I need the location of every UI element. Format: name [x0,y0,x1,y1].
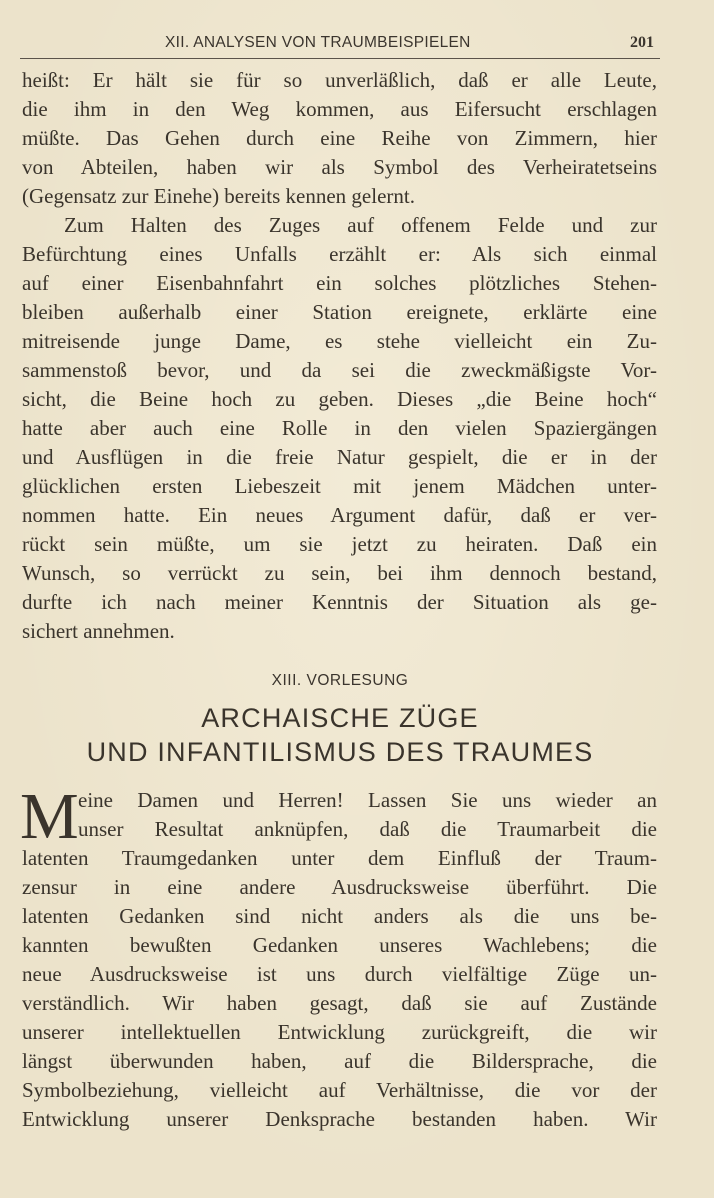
chapter-label: XIII. VORLESUNG [271,672,409,689]
text-line: latenten Traumgedanken unter dem Einfluß der Traum- [22,846,657,870]
page-number: 201 [630,34,654,51]
text-line: eine Damen und Herren! Lassen Sie uns wieder an [78,788,657,812]
text-line: Zum Halten des Zuges auf offenem Felde und zur [64,213,657,237]
text-line: neue Ausdrucksweise ist uns durch vielfältige Züge un- [22,962,657,986]
text-line: latenten Gedanken sind nicht anders als die uns be- [22,904,657,928]
running-title: XII. ANALYSEN VON TRAUMBEISPIELEN [165,34,471,51]
text-line: mitreisende junge Dame, es stehe vielleicht ein Zu- [22,329,657,353]
text-line: bleiben außerhalb einer Station ereignete, erklärte eine [22,300,657,324]
text-line: längst überwunden haben, auf die Bildersprache, die [22,1049,657,1073]
text-line: Befürchtung eines Unfalls erzählt er: Als sich einmal [22,242,657,266]
chapter-title-line2: UND INFANTILISMUS DES TRAUMES [86,737,594,767]
text-line: Wunsch, so verrückt zu sein, bei ihm dennoch bestand, [22,561,657,585]
text-line: müßte. Das Gehen durch eine Reihe von Zimmern, hier [22,126,657,150]
text-line: durfte ich nach meiner Kenntnis der Situation als ge- [22,590,657,614]
chapter-opening-paragraph [20,780,657,1134]
text-line: und Ausflügen in die freie Natur gespielt, die er in der [22,445,657,469]
paragraph-continuation [22,66,657,646]
text-line: glücklichen ersten Liebeszeit mit jenem Mädchen unter- [22,474,657,498]
text-line: nommen hatte. Ein neues Argument dafür, daß er ver- [22,503,657,527]
text-line: Symbolbeziehung, vielleicht auf Verhältnisse, die vor der [22,1078,657,1102]
text-line: die ihm in den Weg kommen, aus Eifersucht erschlagen [22,97,657,121]
text-line: rückt sein müßte, um sie jetzt zu heiraten. Daß ein [22,532,657,556]
text-line: sicht, die Beine hoch zu geben. Dieses „die Beine hoch“ [22,387,657,411]
chapter-title-line1: ARCHAISCHE ZÜGE [201,703,479,733]
text-line: hatte aber auch eine Rolle in den vielen Spaziergängen [22,416,657,440]
text-line: heißt: Er hält sie für so unverläßlich, daß er alle Leute, [22,68,657,92]
text-line: (Gegensatz zur Einehe) bereits kennen gelernt. [22,184,415,208]
text-line: zensur in eine andere Ausdrucksweise überführt. Die [22,875,657,899]
text-line: unserer intellektuellen Entwicklung zurückgreift, die wir [22,1020,657,1044]
text-line: Entwicklung unserer Denksprache bestanden haben. Wir [22,1107,657,1131]
text-line: verständlich. Wir haben gesagt, daß sie auf Zustände [22,991,657,1015]
text-line: sichert annehmen. [22,619,175,643]
text-line: kannten bewußten Gedanken unseres Wachlebens; die [22,933,657,957]
text-line: von Abteilen, haben wir als Symbol des Verheiratetseins [22,155,657,179]
drop-cap: M [20,780,79,853]
text-line: unser Resultat anknüpfen, daß die Traumarbeit die [78,817,657,841]
text-line: sammenstoß bevor, und da sei die zweckmäßigste Vor- [22,358,657,382]
text-line: auf einer Eisenbahnfahrt ein solches plötzliches Stehen- [22,271,657,295]
running-head [20,30,660,59]
